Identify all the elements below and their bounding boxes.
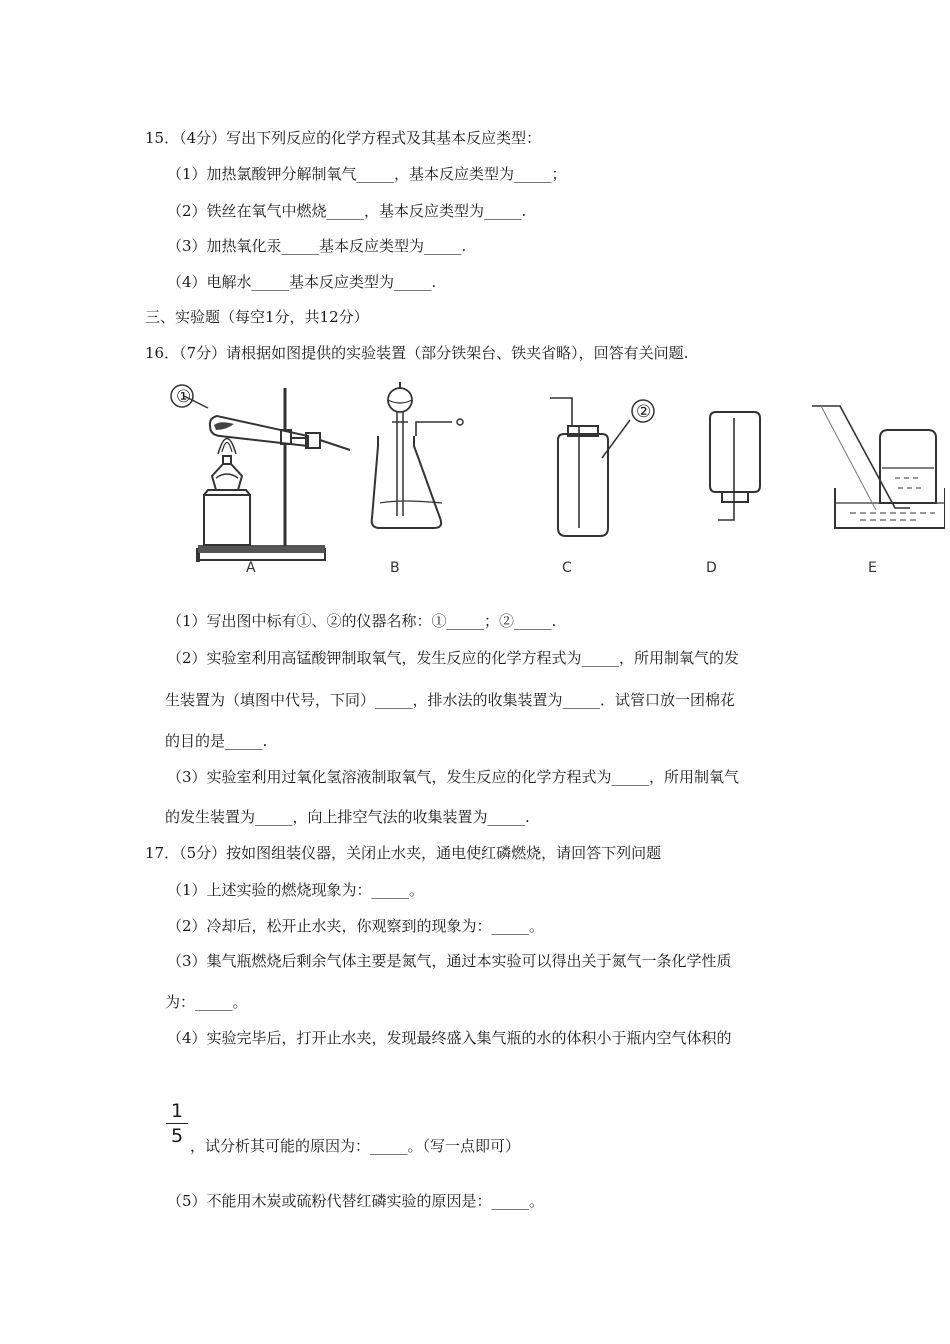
q17-title: 17．（5分）按如图组装仪器，关闭止水夹，通电使红磷燃烧，请回答下列问题 xyxy=(145,844,662,862)
q17-line-4-end: ，试分析其可能的原因为：_____。（写一点即可） xyxy=(190,1137,521,1155)
q17-line-2: （2）冷却后，松开止水夹，你观察到的现象为：_____。 xyxy=(167,917,545,935)
apparatus-a xyxy=(171,385,350,562)
apparatus-b xyxy=(372,382,463,528)
figure-label-b: B xyxy=(390,560,400,576)
fraction-one-fifth xyxy=(166,1100,188,1147)
figure-label-e: E xyxy=(868,560,877,576)
fraction-numerator: 1 xyxy=(170,1100,184,1122)
q16-line-3: 生装置为（填图中代号，下同）_____，排水法的收集装置为_____．试管口放一团棉花 xyxy=(165,691,736,709)
figure-label-a: A xyxy=(246,560,256,576)
section-3-title: 三、实验题（每空1分，共12分） xyxy=(145,308,369,326)
apparatus-e xyxy=(812,406,945,528)
q15-item-1: （1）加热氯酸钾分解制氧气_____，基本反应类型为_____； xyxy=(167,165,567,183)
q16-line-1: （1）写出图中标有①、②的仪器名称：①_____；②_____. xyxy=(167,612,557,630)
fraction-denominator: 5 xyxy=(170,1125,184,1147)
q17-line-3: （3）集气瓶燃烧后剩余气体主要是氮气，通过本实验可以得出关于氮气一条化学性质 xyxy=(167,952,732,970)
q17-line-4: （4）实验完毕后，打开止水夹，发现最终盛入集气瓶的水的体积小于瓶内空气体积的 xyxy=(167,1029,732,1047)
q16-title: 16．（7分）请根据如图提供的实验装置（部分铁架台、铁夹省略），回答有关问题. xyxy=(145,344,689,362)
q16-line-5: （3）实验室利用过氧化氢溶液制取氧气，发生反应的化学方程式为_____，所用制氧气 xyxy=(167,768,740,786)
figure-label-d: D xyxy=(706,560,717,576)
q16-line-2: （2）实验室利用高锰酸钾制取氧气，发生反应的化学方程式为_____，所用制氧气的发 xyxy=(167,649,740,667)
q15-title: 15．（4分）写出下列反应的化学方程式及其基本反应类型： xyxy=(145,129,542,147)
apparatus-figure xyxy=(160,378,945,578)
q15-item-2: （2）铁丝在氧气中燃烧_____，基本反应类型为_____. xyxy=(167,202,527,220)
q17-line-1: （1）上述实验的燃烧现象为：_____。 xyxy=(167,881,425,899)
marker-2: ② xyxy=(636,402,652,422)
q17-line-5: （5）不能用木炭或硫粉代替红磷实验的原因是：_____。 xyxy=(167,1192,545,1210)
q16-line-6: 的发生装置为_____，向上排空气法的收集装置为_____. xyxy=(165,808,530,826)
figure-label-c: C xyxy=(562,560,572,576)
apparatus-d xyxy=(710,412,760,520)
q16-line-4: 的目的是_____. xyxy=(165,732,268,750)
marker-1: ① xyxy=(176,387,192,407)
q17-line-3b: 为：_____。 xyxy=(165,993,248,1011)
q15-item-3: （3）加热氧化汞_____基本反应类型为_____. xyxy=(167,237,467,255)
q15-item-4: （4）电解水_____基本反应类型为_____. xyxy=(167,273,437,291)
fraction-bar xyxy=(166,1123,188,1124)
